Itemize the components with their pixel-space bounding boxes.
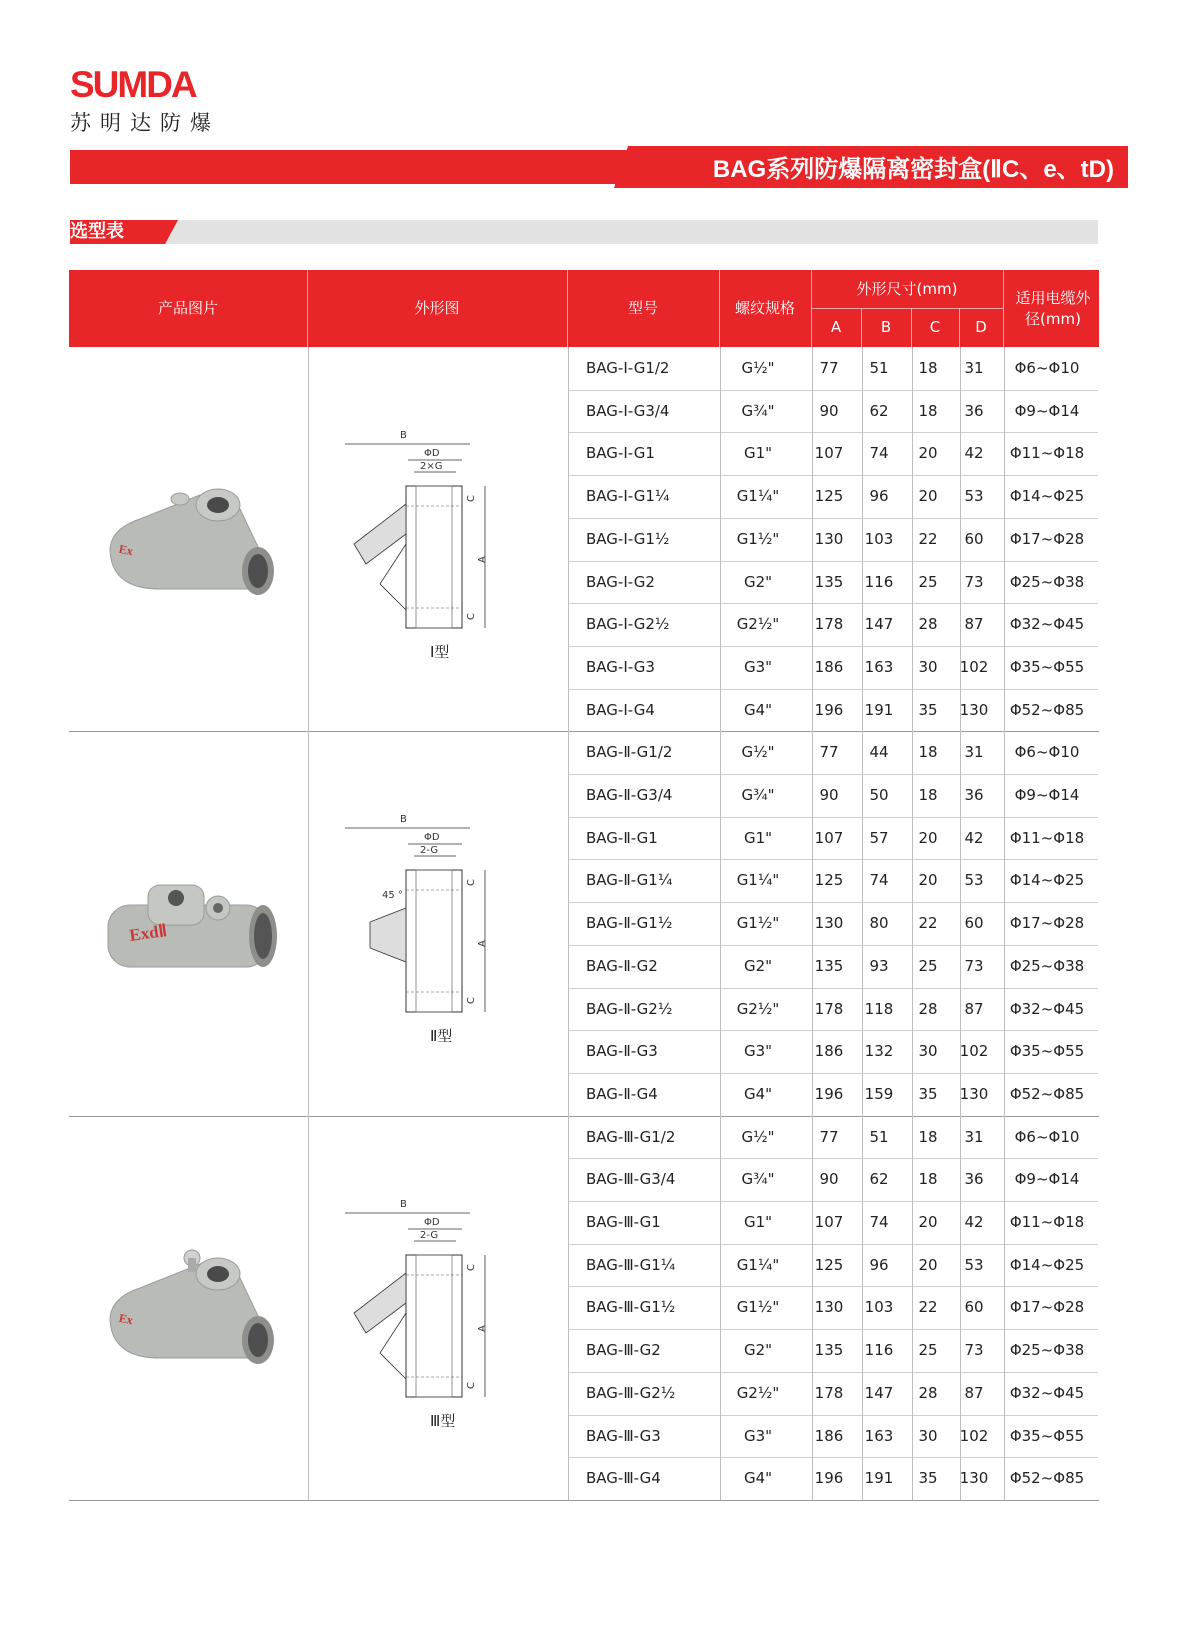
cell-a: 196	[814, 1084, 844, 1103]
cell-a: 125	[814, 871, 844, 890]
cell-a: 107	[814, 828, 844, 847]
table-row	[568, 689, 1098, 731]
cell-c: 35	[918, 1084, 938, 1103]
outline-drawing	[340, 1183, 530, 1403]
cell-cable: Φ9~Φ14	[1014, 786, 1080, 804]
cell-thread: G2½"	[736, 1383, 780, 1402]
cell-model: BAG-Ⅰ-G3	[586, 657, 655, 676]
cell-model: BAG-Ⅱ-G2½	[586, 999, 673, 1018]
cell-d: 73	[964, 572, 984, 591]
cell-thread: G4"	[743, 1469, 773, 1488]
dim-phid: ΦD	[424, 832, 440, 844]
cell-b: 116	[864, 572, 894, 591]
cell-thread: G1½"	[736, 529, 780, 548]
cell-d: 31	[964, 359, 984, 377]
cell-model: BAG-Ⅲ-G1/2	[586, 1127, 676, 1146]
cell-a: 90	[819, 786, 839, 804]
cell-thread: G2"	[743, 572, 773, 591]
cell-model: BAG-Ⅱ-G2	[586, 956, 658, 975]
cell-cable: Φ14~Φ25	[1009, 487, 1085, 506]
table-row	[568, 1201, 1098, 1243]
cell-model: BAG-Ⅰ-G1¼	[586, 487, 670, 506]
cell-c: 35	[918, 700, 938, 719]
cell-a: 135	[814, 956, 844, 975]
cell-d: 36	[964, 786, 984, 804]
ex-mark: Ex	[117, 541, 135, 559]
cell-a: 135	[814, 572, 844, 591]
cell-c: 28	[918, 1383, 938, 1402]
header-thread: 螺纹规格	[734, 299, 795, 318]
table-row	[568, 561, 1098, 603]
cell-b: 93	[869, 956, 889, 975]
cell-b: 96	[869, 487, 889, 506]
cell-model: BAG-Ⅰ-G1½	[586, 529, 670, 548]
cell-b: 51	[869, 1127, 889, 1146]
table-row	[568, 731, 1098, 773]
cell-b: 74	[869, 1213, 889, 1231]
table-row	[568, 1116, 1098, 1158]
cell-cable: Φ52~Φ85	[1009, 1469, 1085, 1488]
ex-mark: ExdⅡ	[128, 921, 169, 946]
drawing-type-label: Ⅰ型	[430, 643, 450, 662]
cell-d: 87	[964, 1383, 984, 1402]
cell-thread: G½"	[741, 743, 775, 762]
cell-b: 191	[864, 1469, 894, 1488]
cell-c: 30	[918, 657, 938, 676]
cell-model: BAG-Ⅲ-G3	[586, 1426, 661, 1445]
cell-b: 74	[869, 871, 889, 890]
dim-c2: C	[466, 613, 477, 621]
table-row	[568, 988, 1098, 1030]
cell-model: BAG-Ⅲ-G1½	[586, 1298, 676, 1317]
header-model: 型号	[627, 299, 658, 318]
cell-thread: G1½"	[736, 914, 780, 933]
header-drawing: 外形图	[414, 299, 460, 318]
dim-c2: C	[466, 1381, 477, 1389]
cell-d: 60	[964, 529, 984, 548]
cell-b: 163	[864, 657, 894, 676]
cell-thread: G1¼"	[736, 487, 780, 506]
cell-cable: Φ35~Φ55	[1009, 657, 1085, 676]
cell-c: 25	[918, 572, 938, 591]
cell-b: 163	[864, 1426, 894, 1445]
cell-model: BAG-Ⅰ-G1/2	[586, 359, 670, 377]
table-row	[568, 1415, 1098, 1457]
table-row	[568, 902, 1098, 944]
cell-d: 42	[964, 444, 984, 463]
cell-model: BAG-Ⅲ-G2½	[586, 1383, 676, 1402]
cell-model: BAG-Ⅱ-G1/2	[586, 743, 673, 762]
cell-b: 147	[864, 615, 894, 634]
cell-thread: G2½"	[736, 615, 780, 634]
cell-c: 22	[918, 529, 938, 548]
dim-c2: C	[466, 997, 477, 1005]
cell-a: 178	[814, 999, 844, 1018]
table-row	[568, 347, 1098, 389]
table-row	[568, 603, 1098, 645]
cell-cable: Φ14~Φ25	[1009, 871, 1085, 890]
cell-b: 80	[869, 914, 889, 933]
cell-b: 132	[864, 1042, 894, 1061]
cell-d: 36	[964, 1170, 984, 1189]
cell-b: 74	[869, 444, 889, 463]
cell-thread: G2"	[743, 1341, 773, 1360]
cell-c: 20	[918, 1255, 938, 1274]
cell-model: BAG-Ⅱ-G1	[586, 828, 658, 847]
section-title: 选型表	[70, 221, 124, 242]
cell-thread: G½"	[741, 1127, 775, 1146]
cell-d: 102	[959, 1042, 989, 1061]
cell-c: 20	[918, 871, 938, 890]
drawing-type-label: Ⅱ型	[430, 1027, 453, 1046]
table-row	[568, 1372, 1098, 1414]
section-bar	[70, 220, 1098, 244]
dim-a: A	[477, 940, 488, 948]
header-a: A	[830, 318, 842, 337]
cell-thread: G½"	[741, 359, 775, 377]
cell-d: 53	[964, 871, 984, 890]
cell-d: 60	[964, 1298, 984, 1317]
table-row	[568, 646, 1098, 688]
cell-thread: G4"	[743, 1084, 773, 1103]
cell-thread: G3"	[743, 657, 773, 676]
dim-c1: C	[466, 879, 477, 887]
dim-c1: C	[466, 495, 477, 503]
cell-cable: Φ17~Φ28	[1009, 1298, 1085, 1317]
cell-c: 35	[918, 1469, 938, 1488]
dim-b: B	[400, 1198, 407, 1210]
cell-a: 125	[814, 487, 844, 506]
cell-model: BAG-Ⅲ-G4	[586, 1469, 661, 1488]
cell-a: 196	[814, 700, 844, 719]
table-row	[568, 1073, 1098, 1115]
header-dims: 外形尺寸(mm)	[856, 279, 958, 298]
cell-a: 90	[819, 401, 839, 420]
cell-c: 30	[918, 1426, 938, 1445]
dim-g: 2-G	[420, 1229, 439, 1241]
cell-c: 28	[918, 999, 938, 1018]
header-cable: 适用电缆外径(mm)	[1015, 289, 1091, 328]
cell-thread: G¾"	[741, 1170, 775, 1189]
cell-thread: G¾"	[741, 786, 775, 804]
cell-a: 77	[819, 743, 839, 762]
cell-c: 18	[918, 401, 938, 420]
cell-d: 53	[964, 1255, 984, 1274]
dim-phid: ΦD	[424, 448, 440, 460]
cell-d: 73	[964, 1341, 984, 1360]
drawing-svg	[340, 414, 530, 664]
page-title: BAG系列防爆隔离密封盒(ⅡC、e、tD)	[712, 156, 1114, 183]
cell-c: 20	[918, 1213, 938, 1231]
cell-c: 30	[918, 1042, 938, 1061]
table-row	[568, 1030, 1098, 1072]
brand-name-cn: 苏明达防爆	[70, 111, 220, 135]
outline-drawing	[340, 414, 530, 634]
cell-model: BAG-Ⅱ-G3	[586, 1042, 658, 1061]
product-photo-svg	[100, 843, 285, 1003]
cell-b: 57	[869, 828, 889, 847]
cell-b: 103	[864, 529, 894, 548]
cell-c: 25	[918, 1341, 938, 1360]
cell-b: 191	[864, 700, 894, 719]
cell-c: 28	[918, 615, 938, 634]
cell-cable: Φ35~Φ55	[1009, 1042, 1085, 1061]
dim-a: A	[477, 1324, 488, 1332]
drawing-svg	[340, 798, 530, 1048]
cell-cable: Φ17~Φ28	[1009, 529, 1085, 548]
cell-d: 60	[964, 914, 984, 933]
cell-d: 87	[964, 615, 984, 634]
cell-model: BAG-Ⅲ-G1¼	[586, 1255, 676, 1274]
dim-g: 2-G	[420, 845, 439, 857]
cell-model: BAG-Ⅱ-G3/4	[586, 786, 673, 804]
cell-b: 50	[869, 786, 889, 804]
cell-a: 130	[814, 1298, 844, 1317]
cell-c: 20	[918, 828, 938, 847]
table-row	[568, 1457, 1098, 1499]
drawing-svg	[340, 1183, 530, 1433]
cell-b: 118	[864, 999, 894, 1018]
cell-model: BAG-Ⅰ-G1	[586, 444, 655, 463]
table-row	[568, 774, 1098, 816]
cell-d: 130	[959, 1469, 989, 1488]
cell-d: 87	[964, 999, 984, 1018]
cell-thread: G3"	[743, 1426, 773, 1445]
cell-d: 102	[959, 1426, 989, 1445]
cell-c: 22	[918, 1298, 938, 1317]
cell-a: 90	[819, 1170, 839, 1189]
cell-cable: Φ11~Φ18	[1009, 1213, 1085, 1231]
cell-a: 178	[814, 1383, 844, 1402]
table-header	[69, 270, 1099, 347]
cell-d: 130	[959, 700, 989, 719]
cell-cable: Φ14~Φ25	[1009, 1255, 1085, 1274]
cell-c: 18	[918, 743, 938, 762]
dim-g: 2×G	[420, 461, 443, 473]
cell-cable: Φ25~Φ38	[1009, 1341, 1085, 1360]
cell-model: BAG-Ⅱ-G1½	[586, 914, 673, 933]
table-row	[568, 475, 1098, 517]
dim-phid: ΦD	[424, 1216, 440, 1228]
cell-a: 186	[814, 1042, 844, 1061]
cell-c: 22	[918, 914, 938, 933]
cell-cable: Φ11~Φ18	[1009, 444, 1085, 463]
cell-model: BAG-Ⅲ-G1	[586, 1213, 661, 1231]
cell-d: 53	[964, 487, 984, 506]
cell-cable: Φ35~Φ55	[1009, 1426, 1085, 1445]
brand-name: SUMDA	[70, 64, 196, 105]
cell-thread: G1"	[743, 444, 773, 463]
cell-thread: G2"	[743, 956, 773, 975]
cell-thread: G1"	[743, 1213, 773, 1231]
table-row	[568, 1329, 1098, 1371]
cell-thread: G1½"	[736, 1298, 780, 1317]
cell-b: 62	[869, 1170, 889, 1189]
cell-d: 31	[964, 1127, 984, 1146]
cell-a: 186	[814, 1426, 844, 1445]
table-row	[568, 817, 1098, 859]
cell-model: BAG-Ⅰ-G2½	[586, 615, 670, 634]
cell-b: 116	[864, 1341, 894, 1360]
cell-b: 44	[869, 743, 889, 762]
product-photo-svg	[100, 1228, 285, 1388]
cell-a: 125	[814, 1255, 844, 1274]
cell-thread: G4"	[743, 700, 773, 719]
cell-a: 130	[814, 914, 844, 933]
cell-cable: Φ11~Φ18	[1009, 828, 1085, 847]
table-row	[568, 432, 1098, 474]
table-row	[568, 859, 1098, 901]
cell-model: BAG-Ⅱ-G1¼	[586, 871, 673, 890]
cell-model: BAG-Ⅰ-G2	[586, 572, 655, 591]
cell-cable: Φ32~Φ45	[1009, 1383, 1085, 1402]
cell-a: 135	[814, 1341, 844, 1360]
cell-cable: Φ32~Φ45	[1009, 999, 1085, 1018]
cell-cable: Φ9~Φ14	[1014, 401, 1080, 420]
cell-a: 186	[814, 657, 844, 676]
cell-c: 20	[918, 487, 938, 506]
cell-a: 130	[814, 529, 844, 548]
product-photo	[100, 1228, 285, 1388]
cell-thread: G2½"	[736, 999, 780, 1018]
cell-model: BAG-Ⅰ-G4	[586, 700, 655, 719]
cell-d: 130	[959, 1084, 989, 1103]
cell-b: 103	[864, 1298, 894, 1317]
cell-model: BAG-Ⅰ-G3/4	[586, 401, 670, 420]
cell-d: 31	[964, 743, 984, 762]
table-row	[568, 945, 1098, 987]
cell-b: 159	[864, 1084, 894, 1103]
header-photo: 产品图片	[157, 299, 218, 318]
cell-cable: Φ6~Φ10	[1014, 1127, 1080, 1146]
cell-cable: Φ32~Φ45	[1009, 615, 1085, 634]
header-d: D	[975, 318, 987, 337]
table-row	[568, 518, 1098, 560]
product-photo	[100, 843, 285, 1003]
cell-c: 18	[918, 786, 938, 804]
cell-cable: Φ6~Φ10	[1014, 359, 1080, 377]
cell-d: 36	[964, 401, 984, 420]
cell-b: 62	[869, 401, 889, 420]
cell-d: 102	[959, 657, 989, 676]
cell-c: 18	[918, 359, 938, 377]
table-row	[568, 1158, 1098, 1200]
dim-a: A	[477, 556, 488, 564]
outline-drawing	[340, 798, 530, 1018]
cell-model: BAG-Ⅲ-G3/4	[586, 1170, 676, 1189]
cell-thread: G1¼"	[736, 1255, 780, 1274]
dim-c1: C	[466, 1263, 477, 1271]
cell-cable: Φ17~Φ28	[1009, 914, 1085, 933]
table-row	[568, 1244, 1098, 1286]
cell-c: 20	[918, 444, 938, 463]
cell-cable: Φ52~Φ85	[1009, 1084, 1085, 1103]
brand-logo	[70, 66, 220, 137]
header-b: B	[880, 318, 892, 337]
cell-c: 18	[918, 1127, 938, 1146]
cell-thread: G3"	[743, 1042, 773, 1061]
dim-b: B	[400, 814, 407, 826]
cell-a: 196	[814, 1469, 844, 1488]
cell-a: 77	[819, 1127, 839, 1146]
cell-a: 107	[814, 1213, 844, 1231]
dim-b: B	[400, 430, 407, 442]
cell-cable: Φ25~Φ38	[1009, 956, 1085, 975]
cell-d: 42	[964, 828, 984, 847]
cell-thread: G1"	[743, 828, 773, 847]
cell-a: 77	[819, 359, 839, 377]
header-c: C	[929, 318, 941, 337]
ex-mark: Ex	[117, 1310, 135, 1328]
cell-model: BAG-Ⅲ-G2	[586, 1341, 661, 1360]
cell-cable: Φ9~Φ14	[1014, 1170, 1080, 1189]
cell-b: 147	[864, 1383, 894, 1402]
cell-a: 107	[814, 444, 844, 463]
table-row	[568, 390, 1098, 432]
cell-model: BAG-Ⅱ-G4	[586, 1084, 658, 1103]
cell-thread: G1¼"	[736, 871, 780, 890]
cell-c: 18	[918, 1170, 938, 1189]
table-row	[568, 1286, 1098, 1328]
cell-cable: Φ6~Φ10	[1014, 743, 1080, 762]
cell-d: 42	[964, 1213, 984, 1231]
cell-a: 178	[814, 615, 844, 634]
cell-c: 25	[918, 956, 938, 975]
cell-cable: Φ25~Φ38	[1009, 572, 1085, 591]
cell-b: 51	[869, 359, 889, 377]
dim-angle: 45 °	[382, 890, 403, 902]
cell-d: 73	[964, 956, 984, 975]
product-photo	[100, 459, 285, 619]
cell-cable: Φ52~Φ85	[1009, 700, 1085, 719]
product-photo-svg	[100, 459, 285, 619]
drawing-type-label: Ⅲ型	[430, 1411, 456, 1430]
cell-thread: G¾"	[741, 401, 775, 420]
cell-b: 96	[869, 1255, 889, 1274]
